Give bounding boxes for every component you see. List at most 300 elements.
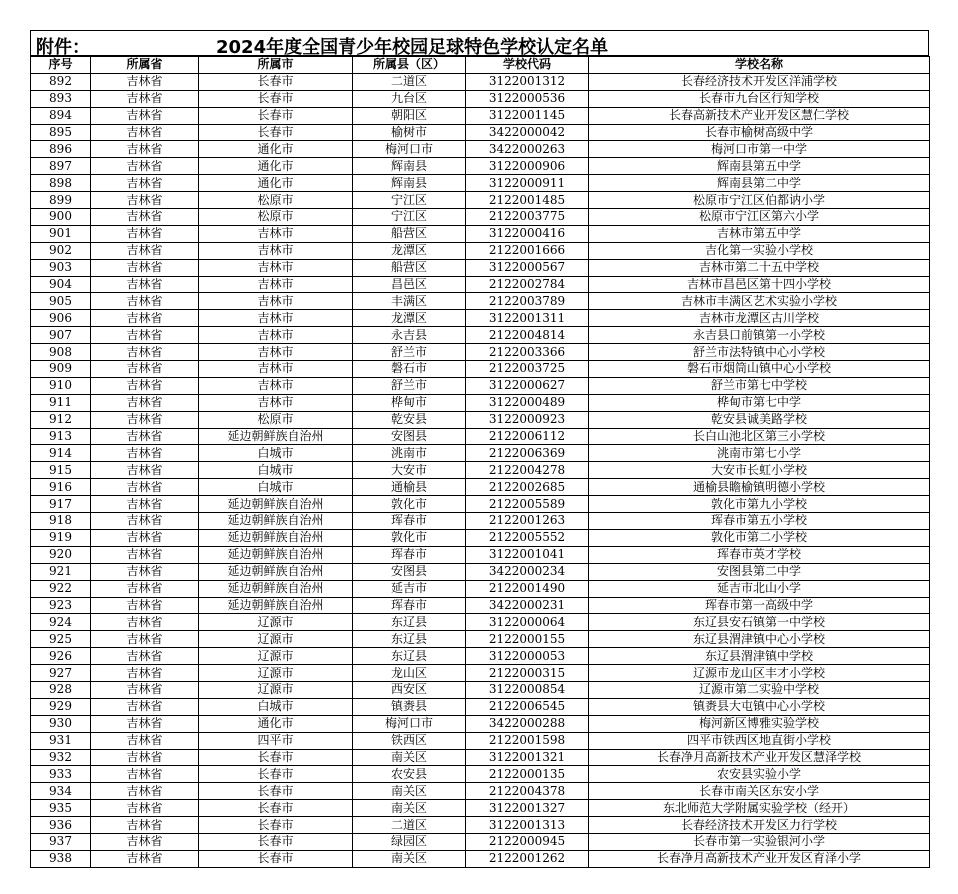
- table-row: [31, 462, 930, 479]
- cell-school-name: 长白山池北区第三小学校: [589, 428, 930, 445]
- cell-index: 894: [31, 107, 91, 124]
- cell-province: 吉林省: [91, 614, 199, 631]
- cell-school-name: 舒兰市法特镇中心小学校: [589, 344, 930, 361]
- cell-city: 吉林市: [199, 276, 353, 293]
- cell-province: 吉林省: [91, 428, 199, 445]
- cell-county: 船营区: [353, 225, 466, 242]
- cell-school-name: 洮南市第七小学: [589, 445, 930, 462]
- table-row: [31, 715, 930, 732]
- cell-index: 929: [31, 698, 91, 715]
- cell-school-code: 2122003775: [466, 209, 589, 226]
- cell-school-code: 3122001312: [466, 73, 589, 90]
- cell-school-code: 2122002784: [466, 276, 589, 293]
- cell-province: 吉林省: [91, 800, 199, 817]
- cell-city: 延边朝鲜族自治州: [199, 597, 353, 614]
- cell-index: 911: [31, 394, 91, 411]
- cell-school-name: 永吉县口前镇第一小学校: [589, 327, 930, 344]
- cell-province: 吉林省: [91, 749, 199, 766]
- cell-index: 935: [31, 800, 91, 817]
- cell-province: 吉林省: [91, 293, 199, 310]
- cell-county: 东辽县: [353, 631, 466, 648]
- table-row: [31, 580, 930, 597]
- cell-school-name: 乾安县诚美路学校: [589, 411, 930, 428]
- table-row: [31, 563, 930, 580]
- table-row: [31, 276, 930, 293]
- table-row: [31, 783, 930, 800]
- cell-county: 安图县: [353, 563, 466, 580]
- table-row: [31, 665, 930, 682]
- table-row: [31, 833, 930, 850]
- cell-school-code: 2122005552: [466, 529, 589, 546]
- cell-province: 吉林省: [91, 344, 199, 361]
- cell-county: 龙潭区: [353, 310, 466, 327]
- table-row: [31, 242, 930, 259]
- cell-school-code: 3422000234: [466, 563, 589, 580]
- cell-city: 辽源市: [199, 614, 353, 631]
- cell-school-code: 3422000288: [466, 715, 589, 732]
- cell-province: 吉林省: [91, 681, 199, 698]
- table-row: [31, 158, 930, 175]
- cell-county: 东辽县: [353, 648, 466, 665]
- cell-school-name: 通榆县瞻榆镇明德小学校: [589, 479, 930, 496]
- cell-city: 长春市: [199, 749, 353, 766]
- cell-school-name: 吉林市丰满区艺术实验小学校: [589, 293, 930, 310]
- cell-school-name: 长春经济技术开发区洋浦学校: [589, 73, 930, 90]
- cell-school-name: 梅河新区博雅实验学校: [589, 715, 930, 732]
- cell-city: 吉林市: [199, 242, 353, 259]
- cell-school-code: 3122000416: [466, 225, 589, 242]
- cell-city: 辽源市: [199, 665, 353, 682]
- cell-county: 绿园区: [353, 833, 466, 850]
- cell-city: 四平市: [199, 732, 353, 749]
- cell-school-name: 农安县实验小学: [589, 766, 930, 783]
- table-header-row: [31, 57, 930, 74]
- cell-school-name: 辽源市龙山区丰才小学校: [589, 665, 930, 682]
- cell-index: 912: [31, 411, 91, 428]
- cell-county: 辉南县: [353, 158, 466, 175]
- cell-county: 船营区: [353, 259, 466, 276]
- cell-school-code: 2122001485: [466, 192, 589, 209]
- column-header-index: 序号: [31, 57, 91, 74]
- cell-county: 二道区: [353, 817, 466, 834]
- table-row: [31, 428, 930, 445]
- cell-province: 吉林省: [91, 529, 199, 546]
- column-header-county: 所属县（区）: [353, 57, 466, 74]
- cell-index: 927: [31, 665, 91, 682]
- table-row: [31, 259, 930, 276]
- cell-city: 白城市: [199, 462, 353, 479]
- cell-school-code: 3122000923: [466, 411, 589, 428]
- cell-province: 吉林省: [91, 394, 199, 411]
- cell-school-name: 桦甸市第七中学: [589, 394, 930, 411]
- cell-province: 吉林省: [91, 124, 199, 141]
- cell-county: 朝阳区: [353, 107, 466, 124]
- cell-index: 924: [31, 614, 91, 631]
- cell-school-code: 2122001263: [466, 513, 589, 530]
- cell-school-code: 3122001313: [466, 817, 589, 834]
- cell-index: 895: [31, 124, 91, 141]
- cell-county: 南关区: [353, 850, 466, 867]
- cell-school-name: 敦化市第二小学校: [589, 529, 930, 546]
- table-row: [31, 175, 930, 192]
- cell-index: 936: [31, 817, 91, 834]
- cell-school-name: 安图县第二中学: [589, 563, 930, 580]
- cell-school-code: 2122006545: [466, 698, 589, 715]
- title-row: [30, 30, 929, 56]
- cell-index: 931: [31, 732, 91, 749]
- cell-city: 通化市: [199, 141, 353, 158]
- cell-index: 906: [31, 310, 91, 327]
- cell-index: 900: [31, 209, 91, 226]
- cell-province: 吉林省: [91, 580, 199, 597]
- table-row: [31, 377, 930, 394]
- cell-city: 通化市: [199, 175, 353, 192]
- cell-index: 920: [31, 546, 91, 563]
- cell-index: 932: [31, 749, 91, 766]
- cell-index: 928: [31, 681, 91, 698]
- cell-index: 909: [31, 361, 91, 378]
- cell-county: 珲春市: [353, 597, 466, 614]
- cell-index: 899: [31, 192, 91, 209]
- table-row: [31, 817, 930, 834]
- table-row: [31, 597, 930, 614]
- cell-school-name: 东辽县渭津镇中学校: [589, 648, 930, 665]
- table-row: [31, 344, 930, 361]
- cell-city: 延边朝鲜族自治州: [199, 496, 353, 513]
- cell-county: 龙潭区: [353, 242, 466, 259]
- cell-school-code: 3122001321: [466, 749, 589, 766]
- cell-index: 910: [31, 377, 91, 394]
- cell-city: 长春市: [199, 817, 353, 834]
- cell-province: 吉林省: [91, 445, 199, 462]
- cell-county: 通榆县: [353, 479, 466, 496]
- cell-city: 吉林市: [199, 344, 353, 361]
- cell-index: 896: [31, 141, 91, 158]
- cell-county: 丰满区: [353, 293, 466, 310]
- cell-index: 914: [31, 445, 91, 462]
- cell-school-name: 吉林市昌邑区第十四小学校: [589, 276, 930, 293]
- cell-city: 长春市: [199, 107, 353, 124]
- cell-province: 吉林省: [91, 276, 199, 293]
- cell-city: 辽源市: [199, 631, 353, 648]
- cell-county: 磐石市: [353, 361, 466, 378]
- cell-school-name: 长春净月高新技术产业开发区慧泽学校: [589, 749, 930, 766]
- cell-school-name: 吉化第一实验小学校: [589, 242, 930, 259]
- cell-province: 吉林省: [91, 817, 199, 834]
- cell-province: 吉林省: [91, 597, 199, 614]
- cell-province: 吉林省: [91, 107, 199, 124]
- table-row: [31, 327, 930, 344]
- cell-index: 925: [31, 631, 91, 648]
- cell-school-name: 珲春市英才学校: [589, 546, 930, 563]
- cell-school-name: 长春净月高新技术产业开发区育泽小学: [589, 850, 930, 867]
- table-row: [31, 479, 930, 496]
- cell-city: 松原市: [199, 192, 353, 209]
- cell-school-name: 长春市第一实验银河小学: [589, 833, 930, 850]
- cell-index: 904: [31, 276, 91, 293]
- table-row: [31, 749, 930, 766]
- cell-school-code: 2122000315: [466, 665, 589, 682]
- table-row: [31, 546, 930, 563]
- cell-county: 敦化市: [353, 529, 466, 546]
- cell-province: 吉林省: [91, 225, 199, 242]
- cell-province: 吉林省: [91, 563, 199, 580]
- cell-county: 安图县: [353, 428, 466, 445]
- cell-school-code: 2122004278: [466, 462, 589, 479]
- cell-province: 吉林省: [91, 377, 199, 394]
- cell-county: 舒兰市: [353, 344, 466, 361]
- cell-county: 二道区: [353, 73, 466, 90]
- cell-city: 延边朝鲜族自治州: [199, 580, 353, 597]
- table-row: [31, 361, 930, 378]
- cell-province: 吉林省: [91, 90, 199, 107]
- cell-index: 921: [31, 563, 91, 580]
- table-row: [31, 850, 930, 867]
- cell-index: 923: [31, 597, 91, 614]
- cell-school-code: 3122000567: [466, 259, 589, 276]
- table-row: [31, 310, 930, 327]
- cell-province: 吉林省: [91, 141, 199, 158]
- table-row: [31, 394, 930, 411]
- cell-school-code: 3122000489: [466, 394, 589, 411]
- cell-county: 铁西区: [353, 732, 466, 749]
- cell-school-name: 舒兰市第七中学校: [589, 377, 930, 394]
- cell-school-code: 3122000627: [466, 377, 589, 394]
- cell-index: 918: [31, 513, 91, 530]
- cell-school-name: 珲春市第一高级中学: [589, 597, 930, 614]
- cell-school-code: 3122001327: [466, 800, 589, 817]
- cell-index: 897: [31, 158, 91, 175]
- cell-school-code: 2122006112: [466, 428, 589, 445]
- cell-index: 898: [31, 175, 91, 192]
- cell-school-name: 东北师范大学附属实验学校（经开）: [589, 800, 930, 817]
- cell-school-name: 长春市南关区东安小学: [589, 783, 930, 800]
- cell-county: 南关区: [353, 749, 466, 766]
- cell-school-name: 延吉市北山小学: [589, 580, 930, 597]
- cell-index: 903: [31, 259, 91, 276]
- cell-school-code: 3122000064: [466, 614, 589, 631]
- cell-province: 吉林省: [91, 783, 199, 800]
- cell-county: 东辽县: [353, 614, 466, 631]
- cell-county: 农安县: [353, 766, 466, 783]
- cell-school-name: 敦化市第九小学校: [589, 496, 930, 513]
- cell-county: 洮南市: [353, 445, 466, 462]
- cell-school-code: 2122003366: [466, 344, 589, 361]
- cell-school-name: 磐石市烟筒山镇中心小学校: [589, 361, 930, 378]
- table-body: [31, 73, 930, 867]
- cell-city: 吉林市: [199, 394, 353, 411]
- cell-county: 龙山区: [353, 665, 466, 682]
- table-row: [31, 681, 930, 698]
- table-row: [31, 648, 930, 665]
- cell-province: 吉林省: [91, 665, 199, 682]
- cell-city: 延边朝鲜族自治州: [199, 428, 353, 445]
- cell-school-name: 梅河口市第一中学: [589, 141, 930, 158]
- cell-school-name: 大安市长虹小学校: [589, 462, 930, 479]
- cell-school-code: 3422000042: [466, 124, 589, 141]
- cell-county: 宁江区: [353, 209, 466, 226]
- cell-county: 乾安县: [353, 411, 466, 428]
- cell-school-name: 吉林市第五中学: [589, 225, 930, 242]
- cell-province: 吉林省: [91, 833, 199, 850]
- cell-index: 917: [31, 496, 91, 513]
- cell-school-code: 3422000263: [466, 141, 589, 158]
- table-row: [31, 411, 930, 428]
- cell-county: 昌邑区: [353, 276, 466, 293]
- cell-province: 吉林省: [91, 698, 199, 715]
- cell-province: 吉林省: [91, 175, 199, 192]
- cell-city: 松原市: [199, 411, 353, 428]
- cell-index: 905: [31, 293, 91, 310]
- table-row: [31, 124, 930, 141]
- cell-county: 珲春市: [353, 513, 466, 530]
- table-row: [31, 513, 930, 530]
- cell-province: 吉林省: [91, 73, 199, 90]
- cell-school-code: 2122000135: [466, 766, 589, 783]
- table-row: [31, 732, 930, 749]
- cell-city: 长春市: [199, 124, 353, 141]
- cell-city: 长春市: [199, 73, 353, 90]
- cell-school-code: 2122003789: [466, 293, 589, 310]
- table-row: [31, 107, 930, 124]
- table-row: [31, 293, 930, 310]
- table-row: [31, 529, 930, 546]
- cell-school-code: 2122001490: [466, 580, 589, 597]
- cell-school-code: 3422000231: [466, 597, 589, 614]
- cell-index: 930: [31, 715, 91, 732]
- cell-city: 长春市: [199, 783, 353, 800]
- cell-county: 永吉县: [353, 327, 466, 344]
- cell-school-code: 2122003725: [466, 361, 589, 378]
- cell-city: 吉林市: [199, 259, 353, 276]
- cell-school-name: 长春市榆树高级中学: [589, 124, 930, 141]
- cell-city: 延边朝鲜族自治州: [199, 529, 353, 546]
- cell-province: 吉林省: [91, 158, 199, 175]
- cell-county: 梅河口市: [353, 141, 466, 158]
- table-row: [31, 496, 930, 513]
- table-row: [31, 192, 930, 209]
- cell-county: 镇赉县: [353, 698, 466, 715]
- cell-school-code: 2122004378: [466, 783, 589, 800]
- column-header-school-name: 学校名称: [589, 57, 930, 74]
- cell-city: 吉林市: [199, 327, 353, 344]
- cell-city: 吉林市: [199, 310, 353, 327]
- cell-school-name: 辉南县第五中学: [589, 158, 930, 175]
- cell-school-name: 珲春市第五小学校: [589, 513, 930, 530]
- cell-province: 吉林省: [91, 732, 199, 749]
- cell-school-code: 2122002685: [466, 479, 589, 496]
- cell-city: 白城市: [199, 698, 353, 715]
- cell-school-name: 松原市宁江区伯都讷小学: [589, 192, 930, 209]
- cell-city: 辽源市: [199, 681, 353, 698]
- cell-school-code: 2122006369: [466, 445, 589, 462]
- cell-index: 916: [31, 479, 91, 496]
- cell-city: 延边朝鲜族自治州: [199, 546, 353, 563]
- cell-school-name: 松原市宁江区第六小学: [589, 209, 930, 226]
- table-row: [31, 141, 930, 158]
- table-row: [31, 209, 930, 226]
- cell-province: 吉林省: [91, 513, 199, 530]
- cell-province: 吉林省: [91, 259, 199, 276]
- cell-index: 933: [31, 766, 91, 783]
- cell-index: 934: [31, 783, 91, 800]
- cell-school-code: 3122000536: [466, 90, 589, 107]
- cell-school-name: 长春市九台区行知学校: [589, 90, 930, 107]
- cell-school-name: 东辽县安石镇第一中学校: [589, 614, 930, 631]
- cell-county: 敦化市: [353, 496, 466, 513]
- cell-school-code: 3122001145: [466, 107, 589, 124]
- cell-county: 榆树市: [353, 124, 466, 141]
- cell-city: 通化市: [199, 715, 353, 732]
- cell-city: 松原市: [199, 209, 353, 226]
- cell-index: 893: [31, 90, 91, 107]
- cell-school-name: 四平市铁西区地直街小学校: [589, 732, 930, 749]
- school-table: [30, 56, 930, 868]
- table-row: [31, 445, 930, 462]
- cell-school-name: 长春高新技术产业开发区慧仁学校: [589, 107, 930, 124]
- cell-school-name: 吉林市龙潭区古川学校: [589, 310, 930, 327]
- attachment-label: 附件：: [36, 37, 90, 58]
- cell-county: 宁江区: [353, 192, 466, 209]
- cell-index: 926: [31, 648, 91, 665]
- cell-province: 吉林省: [91, 209, 199, 226]
- table-row: [31, 73, 930, 90]
- cell-county: 舒兰市: [353, 377, 466, 394]
- cell-province: 吉林省: [91, 361, 199, 378]
- cell-index: 919: [31, 529, 91, 546]
- cell-school-name: 镇赉县大屯镇中心小学校: [589, 698, 930, 715]
- cell-index: 892: [31, 73, 91, 90]
- cell-index: 902: [31, 242, 91, 259]
- cell-school-code: 2122001666: [466, 242, 589, 259]
- cell-county: 辉南县: [353, 175, 466, 192]
- cell-index: 938: [31, 850, 91, 867]
- document-title: 2024年度全国青少年校园足球特色学校认定名单: [216, 37, 609, 58]
- cell-city: 长春市: [199, 90, 353, 107]
- cell-school-code: 3122000906: [466, 158, 589, 175]
- cell-school-name: 东辽县渭津镇中心小学校: [589, 631, 930, 648]
- cell-school-code: 3122000854: [466, 681, 589, 698]
- table-row: [31, 631, 930, 648]
- cell-school-code: 3122000911: [466, 175, 589, 192]
- cell-index: 901: [31, 225, 91, 242]
- cell-county: 梅河口市: [353, 715, 466, 732]
- cell-city: 长春市: [199, 766, 353, 783]
- cell-school-name: 吉林市第二十五中学校: [589, 259, 930, 276]
- column-header-province: 所属省: [91, 57, 199, 74]
- cell-school-code: 2122001262: [466, 850, 589, 867]
- cell-city: 延边朝鲜族自治州: [199, 563, 353, 580]
- cell-index: 937: [31, 833, 91, 850]
- cell-city: 辽源市: [199, 648, 353, 665]
- cell-province: 吉林省: [91, 310, 199, 327]
- cell-school-code: 3122001311: [466, 310, 589, 327]
- cell-county: 南关区: [353, 783, 466, 800]
- cell-province: 吉林省: [91, 496, 199, 513]
- cell-county: 大安市: [353, 462, 466, 479]
- cell-province: 吉林省: [91, 192, 199, 209]
- cell-province: 吉林省: [91, 462, 199, 479]
- table-row: [31, 766, 930, 783]
- cell-province: 吉林省: [91, 850, 199, 867]
- cell-county: 南关区: [353, 800, 466, 817]
- cell-index: 907: [31, 327, 91, 344]
- cell-county: 珲春市: [353, 546, 466, 563]
- cell-city: 白城市: [199, 445, 353, 462]
- cell-school-code: 2122000155: [466, 631, 589, 648]
- cell-city: 吉林市: [199, 377, 353, 394]
- cell-county: 九台区: [353, 90, 466, 107]
